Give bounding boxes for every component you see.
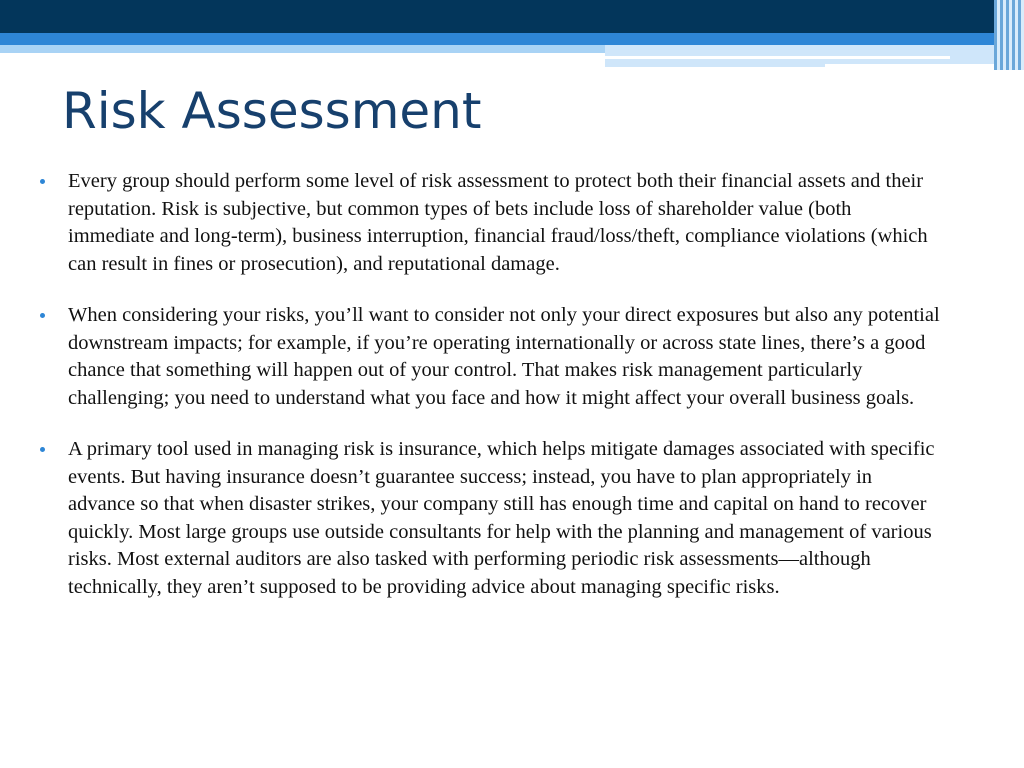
slide-title: Risk Assessment	[62, 82, 482, 140]
header-bar-blue	[0, 33, 1024, 45]
header-bar-dark	[0, 0, 1024, 33]
bullet-item	[40, 436, 940, 601]
bullet-text: When considering your risks, you’ll want to consider not only your direct exposures but also any potential downstream impacts; for example, if you’re operating internationally or across state lines, there’s a good chance that something will happen out of your control. That makes risk management particularly challenging; you need to understand what you face and how it might affect your overall business goals.	[68, 304, 940, 409]
bullet-text: A primary tool used in managing risk is insurance, which helps mitigate damages associated with specific events. But having insurance doesn’t guarantee success; instead, you have to plan appropriately in advance so that when disaster strikes, your company still has enough time and capital on hand to recover quickly. Most large groups use outside consultants for help with the planning and management of various risks. Most external auditors are also tasked with performing periodic risk assessments—although technically, they aren’t supposed to be providing advice about managing specific risks.	[68, 438, 935, 598]
header-stripes	[994, 0, 1024, 70]
bullet-text: Every group should perform some level of risk assessment to protect both their financial assets and their reputation. Risk is subjective, but common types of bets include loss of shareholder value (both immediate and long-term), business interruption, financial fraud/loss/theft, compliance violations (which can result in fines or prosecution), and reputational damage.	[68, 170, 928, 275]
bullet-dot-icon	[40, 179, 45, 184]
bullet-item	[40, 168, 940, 278]
bullet-dot-icon	[40, 313, 45, 318]
header-bar-highlight-short	[825, 64, 995, 67]
header-bar-highlight	[605, 56, 950, 59]
bullet-list	[40, 168, 940, 625]
bullet-item	[40, 302, 940, 412]
header-bar-light	[0, 45, 605, 53]
bullet-dot-icon	[40, 447, 45, 452]
